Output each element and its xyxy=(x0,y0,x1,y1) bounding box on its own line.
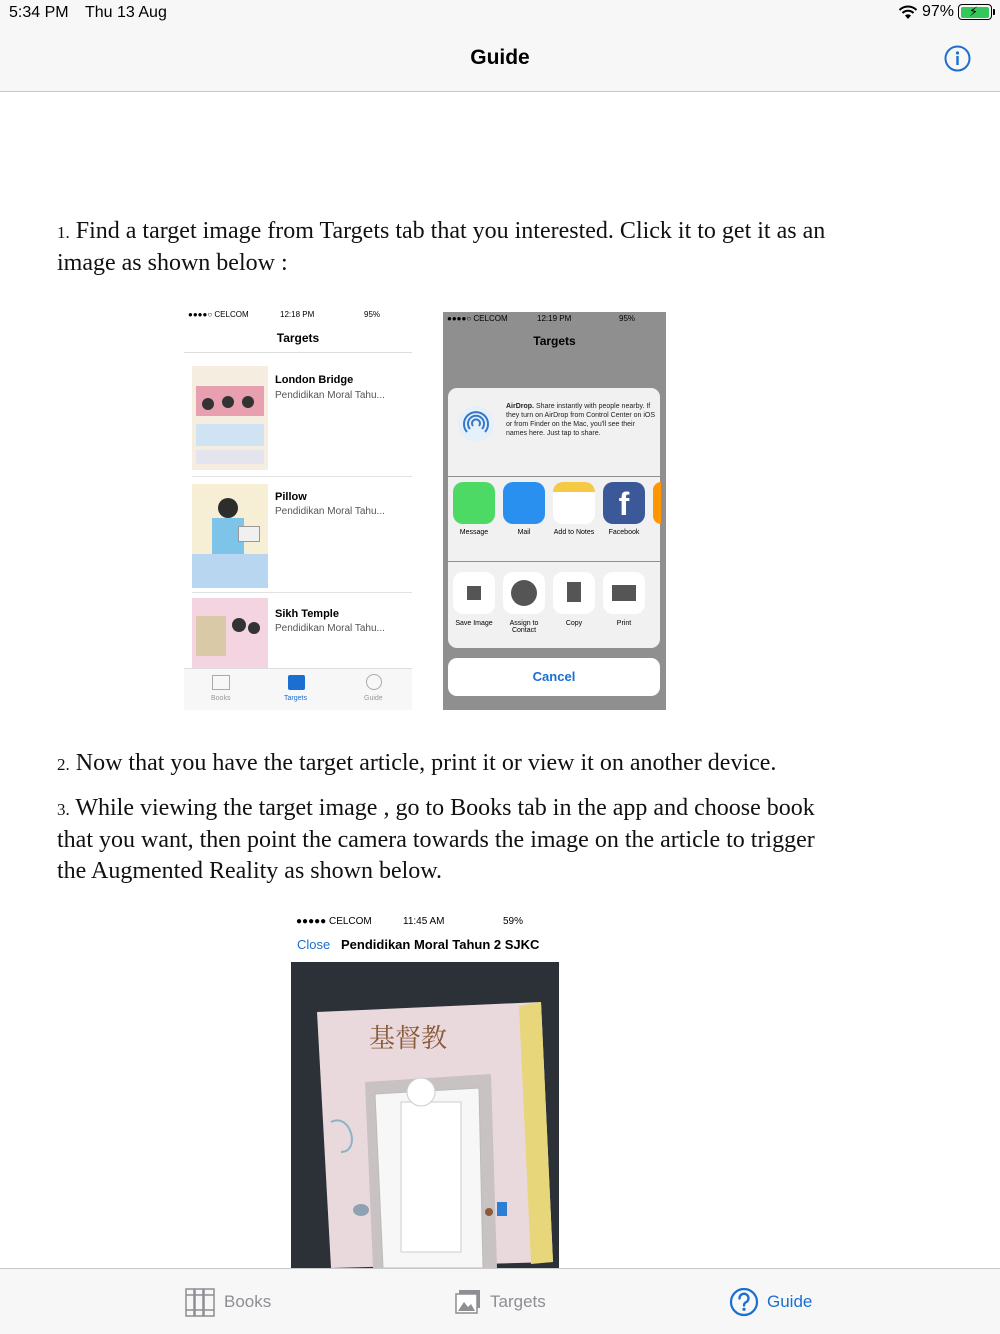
books-icon xyxy=(184,1286,216,1318)
tab-books-label: Books xyxy=(224,1292,272,1311)
target-title-3: Sikh Temple xyxy=(275,608,339,620)
tab-guide[interactable] xyxy=(729,1269,812,1334)
print-icon xyxy=(603,572,645,614)
airdrop-panel xyxy=(448,388,660,476)
shot1-battery: 95% xyxy=(364,310,381,319)
shot1-carrier: ●●●●○ CELCOM xyxy=(188,310,249,319)
airdrop-description xyxy=(506,402,656,438)
shot3-close-button: Close xyxy=(297,937,331,952)
sikh-temple-thumbnail xyxy=(192,598,268,670)
assign-contact-icon xyxy=(503,572,545,614)
facebook-icon: f xyxy=(603,482,645,524)
guide-question-icon xyxy=(729,1287,759,1317)
shot2-battery: 95% xyxy=(619,314,636,323)
pillow-thumbnail xyxy=(192,484,268,588)
guide-content[interactable] xyxy=(0,92,1000,1268)
step-3 xyxy=(57,793,847,887)
step-3-number: 3. xyxy=(57,800,70,819)
shot2-title: Targets xyxy=(533,334,576,348)
shot1-title: Targets xyxy=(276,331,320,345)
step-2 xyxy=(57,748,847,780)
page-title: Guide xyxy=(470,46,530,69)
tab-targets[interactable] xyxy=(454,1269,546,1334)
copy-icon xyxy=(553,572,595,614)
wifi-icon xyxy=(898,5,918,20)
more-app-icon xyxy=(653,482,661,524)
shot2-time: 12:19 PM xyxy=(537,314,572,323)
target-subtitle-3: Pendidikan Moral Tahu... xyxy=(275,623,385,634)
shot2-carrier: ●●●●○ CELCOM xyxy=(447,314,508,323)
status-right xyxy=(898,3,992,21)
share-apps-row xyxy=(448,477,660,561)
shot1-tab-guide: Guide xyxy=(364,695,383,702)
step-3-text: While viewing the target image , go to Books tab in the app and choose book that you want, then point the camera towards the image on the article to trigger the Augmented Reality as shown below. xyxy=(57,795,815,884)
target-title-2: Pillow xyxy=(275,491,307,503)
notes-icon xyxy=(553,482,595,524)
status-time: 5:34 PM xyxy=(9,4,69,21)
step-1-number: 1. xyxy=(57,223,70,242)
status-bar xyxy=(0,0,1000,26)
targets-icon xyxy=(454,1288,482,1316)
ar-scene xyxy=(291,962,559,1268)
charging-bolt-icon: ⚡ xyxy=(969,4,979,19)
mail-icon xyxy=(503,482,545,524)
london-bridge-thumbnail xyxy=(192,366,268,470)
save-image-icon xyxy=(453,572,495,614)
airdrop-icon xyxy=(456,404,496,444)
camera-view xyxy=(291,962,559,1268)
shot1-guide-icon xyxy=(366,674,382,690)
targets-list-screenshot xyxy=(184,306,412,710)
step-1 xyxy=(57,216,847,279)
target-title-1: London Bridge xyxy=(275,374,354,386)
shot3-title: Pendidikan Moral Tahun 2 SJKC xyxy=(341,937,540,952)
app-label-message: Message xyxy=(459,529,489,536)
action-label-save: Save Image xyxy=(455,620,493,627)
share-cancel-button: Cancel xyxy=(448,658,660,696)
message-icon xyxy=(453,482,495,524)
action-label-copy: Copy xyxy=(565,620,583,627)
status-date: Thu 13 Aug xyxy=(85,4,167,21)
target-subtitle-1: Pendidikan Moral Tahu... xyxy=(275,390,385,401)
shot3-time: 11:45 AM xyxy=(403,916,445,927)
app-label-notes: Add to Notes xyxy=(553,529,595,536)
shot1-tab-targets: Targets xyxy=(284,695,307,702)
action-label-print: Print xyxy=(616,620,632,627)
step-1-text: Find a target image from Targets tab that you interested. Click it to get it as an image as shown below : xyxy=(57,218,826,276)
step-2-text: Now that you have the target article, print it or view it on another device. xyxy=(75,750,777,776)
shot1-books-icon xyxy=(212,675,230,690)
info-icon[interactable] xyxy=(944,45,971,72)
navigation-bar xyxy=(0,26,1000,92)
shot1-time: 12:18 PM xyxy=(280,310,315,319)
chinese-title: 基督教 xyxy=(369,1024,448,1054)
app-label-facebook: Facebook xyxy=(608,529,640,536)
shot1-tab-bar xyxy=(184,668,412,710)
action-label-contact: Assign to Contact xyxy=(509,620,539,634)
tab-books[interactable] xyxy=(184,1269,271,1334)
tab-bar xyxy=(0,1268,1000,1334)
target-subtitle-2: Pendidikan Moral Tahu... xyxy=(275,506,385,517)
shot1-tab-books: Books xyxy=(211,695,231,702)
step-2-number: 2. xyxy=(57,755,70,774)
tab-guide-label: Guide xyxy=(767,1292,813,1311)
ar-camera-screenshot xyxy=(291,910,559,1268)
shot1-divider xyxy=(184,352,412,353)
share-sheet-screenshot xyxy=(443,312,666,710)
battery-icon xyxy=(958,4,992,20)
app-label-mail: Mail xyxy=(517,529,531,536)
shot3-carrier: ●●●●● CELCOM xyxy=(296,916,372,927)
battery-percent: 97% xyxy=(921,3,954,20)
tab-targets-label: Targets xyxy=(490,1292,546,1311)
share-actions-row xyxy=(448,562,660,648)
shot3-battery: 59% xyxy=(503,916,524,927)
shot1-targets-icon xyxy=(288,675,305,690)
airdrop-bold: AirDrop. xyxy=(506,403,534,410)
airdrop-text: Share instantly with people nearby. If they turn on AirDrop from Control Center on iOS or from Finder on the Mac, you'll see their names here. Just tap to share. xyxy=(506,403,656,437)
